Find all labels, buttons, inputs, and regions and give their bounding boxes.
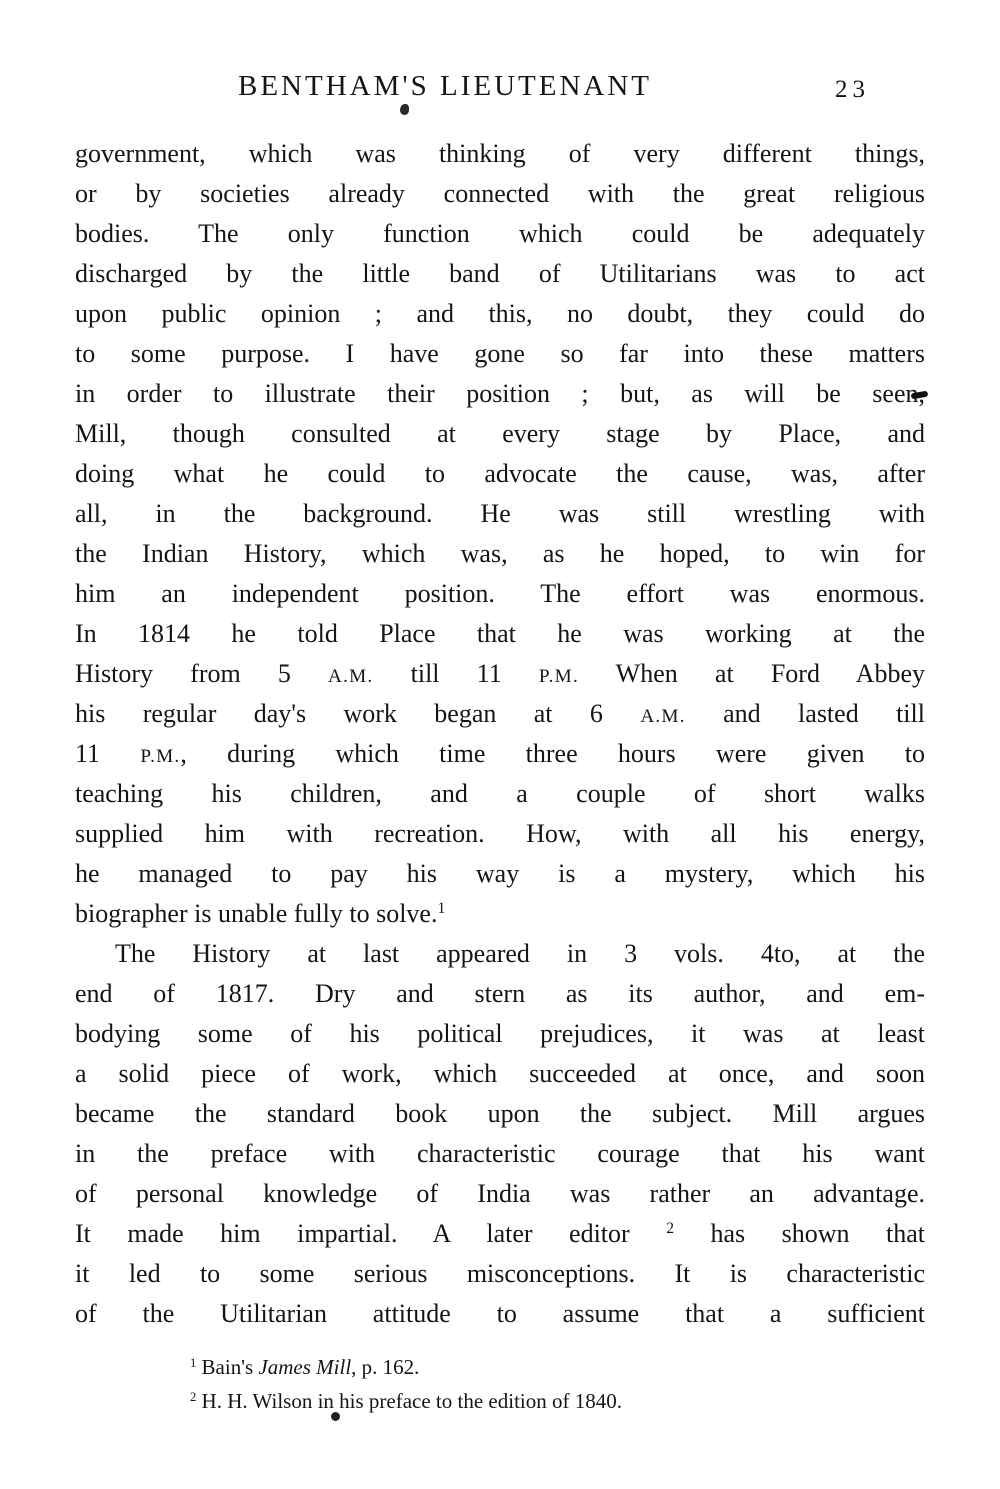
text-segment: The History at last appeared in 3 vols. 4to, at the	[115, 939, 925, 968]
text-segment: Bain's	[196, 1355, 259, 1379]
text-line	[75, 334, 925, 374]
text-segment: discharged by the little band of Utilitarians was to act	[75, 259, 925, 288]
text-line	[75, 294, 925, 334]
text-line	[75, 694, 925, 734]
text-segment: of personal knowledge of India was rather an advantage.	[75, 1179, 925, 1208]
footnote	[190, 1350, 890, 1384]
text-line	[75, 534, 925, 574]
text-line	[75, 1054, 925, 1094]
text-segment: it led to some serious misconceptions. It is characteristic	[75, 1259, 925, 1288]
footnote-marker: 2	[190, 1390, 197, 1404]
text-segment: P.M.	[538, 666, 579, 687]
text-line	[75, 494, 925, 534]
text-line	[75, 1214, 925, 1254]
text-line	[75, 734, 925, 774]
text-segment: him an independent position. The effort was enormous.	[75, 579, 925, 608]
text-line	[75, 814, 925, 854]
text-segment: his regular day's work began at 6	[75, 699, 641, 728]
text-segment: doing what he could to advocate the cause, was, after	[75, 459, 925, 488]
text-segment: A.M.	[640, 706, 686, 727]
footnote-marker: 2	[666, 1220, 674, 1238]
text-line	[75, 454, 925, 494]
text-segment: till 11	[373, 659, 539, 688]
text-segment: History from 5	[75, 659, 329, 688]
text-line	[75, 174, 925, 214]
text-line	[75, 1134, 925, 1174]
footnote	[190, 1384, 890, 1418]
text-line	[75, 574, 925, 614]
running-header-title: BENTHAM'S LIEUTENANT	[238, 70, 652, 102]
body-text	[75, 134, 925, 1334]
text-segment: 11	[75, 739, 141, 768]
text-segment: H. H. Wilson in his preface to the edition of 1840.	[196, 1389, 622, 1413]
text-segment: P.M.	[140, 746, 181, 767]
text-line	[75, 1174, 925, 1214]
text-line	[75, 254, 925, 294]
text-line	[75, 214, 925, 254]
text-line	[75, 854, 925, 894]
text-segment: , during which time three hours were given to	[180, 739, 925, 768]
text-segment: a solid piece of work, which succeeded at once, and soon	[75, 1059, 925, 1088]
text-line	[75, 134, 925, 174]
text-segment: became the standard book upon the subject. Mill argues	[75, 1099, 925, 1128]
text-line	[75, 374, 925, 414]
ink-smudge	[400, 104, 409, 115]
text-segment: teaching his children, and a couple of short walks	[75, 779, 925, 808]
footnotes	[190, 1350, 890, 1418]
text-segment: has shown that	[673, 1219, 926, 1248]
footnote-marker: 1	[190, 1356, 197, 1370]
text-line	[75, 1294, 925, 1334]
page-number: 23	[835, 76, 870, 103]
text-line	[75, 934, 925, 974]
text-segment: to some purpose. I have gone so far into these matters	[75, 339, 925, 368]
running-header	[75, 70, 925, 114]
text-line	[75, 1094, 925, 1134]
text-segment: end of 1817. Dry and stern as its author, and em-	[75, 979, 925, 1008]
text-segment: the Indian History, which was, as he hoped, to win for	[75, 539, 925, 568]
text-segment: Mill, though consulted at every stage by Place, and	[75, 419, 925, 448]
text-segment: government, which was thinking of very different things,	[75, 139, 925, 168]
text-segment: supplied him with recreation. How, with all his energy,	[75, 819, 925, 848]
footnote-marker: 1	[437, 900, 446, 918]
text-line	[75, 1254, 925, 1294]
text-segment: or by societies already connected with the great religious	[75, 179, 925, 208]
text-line	[75, 614, 925, 654]
text-line	[75, 894, 925, 934]
text-segment: When at Ford Abbey	[578, 659, 925, 688]
text-line	[75, 414, 925, 454]
text-segment: he managed to pay his way is a mystery, which his	[75, 859, 925, 888]
text-segment: bodies. The only function which could be adequately	[75, 219, 925, 248]
text-segment: upon public opinion ; and this, no doubt, they could do	[75, 299, 925, 328]
text-segment: biographer is unable fully to solve.	[75, 899, 438, 928]
text-line	[75, 1014, 925, 1054]
text-segment: and lasted till	[685, 699, 925, 728]
text-segment: James Mill	[258, 1355, 352, 1379]
text-line	[75, 974, 925, 1014]
text-segment: It made him impartial. A later editor	[75, 1219, 667, 1248]
text-segment: of the Utilitarian attitude to assume that a sufficient	[75, 1299, 925, 1328]
text-line	[75, 654, 925, 694]
text-segment: in order to illustrate their position ; but, as will be seen,	[75, 379, 925, 408]
text-segment: bodying some of his political prejudices, it was at least	[75, 1019, 925, 1048]
text-segment: in the preface with characteristic courage that his want	[75, 1139, 925, 1168]
text-segment: A.M.	[328, 666, 374, 687]
text-line	[75, 774, 925, 814]
text-segment: In 1814 he told Place that he was working at the	[75, 619, 925, 648]
text-segment: all, in the background. He was still wrestling with	[75, 499, 925, 528]
text-segment: , p. 162.	[351, 1355, 420, 1379]
